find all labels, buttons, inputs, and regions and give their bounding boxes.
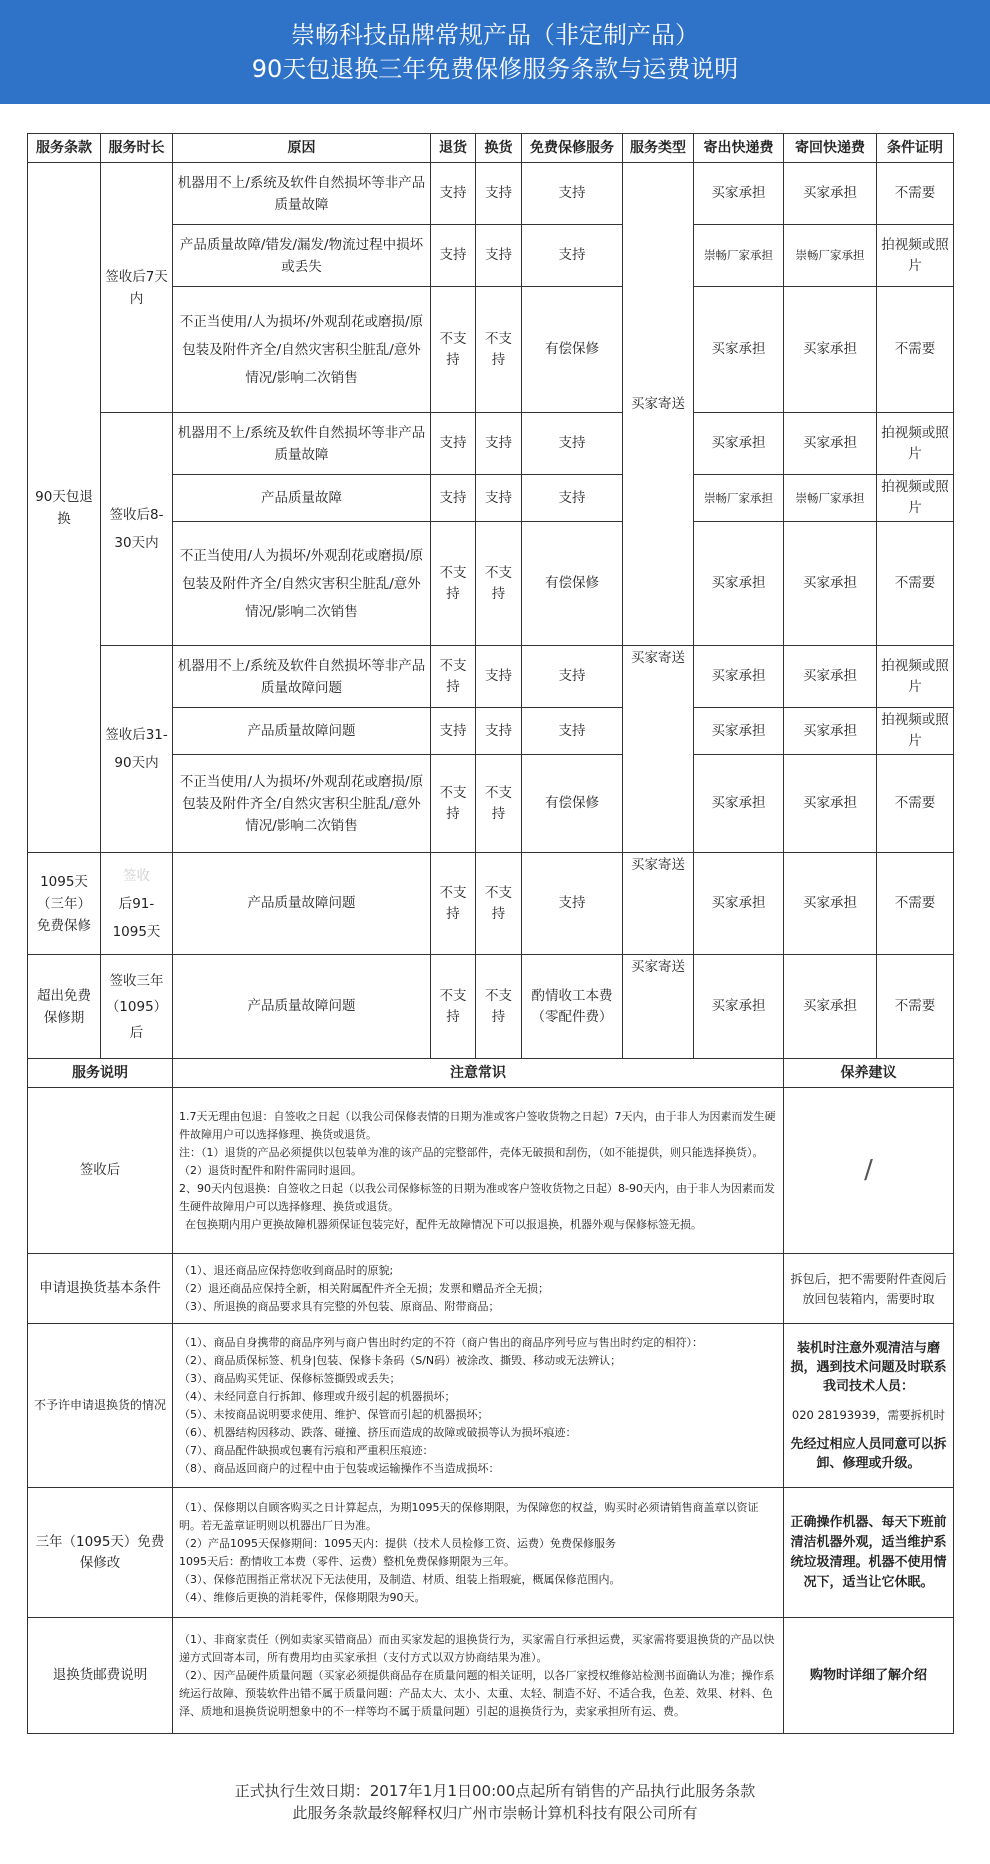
reason-cell: 产品质量故障问题 [173,853,431,955]
exchange-cell: 支持 [476,225,522,287]
note-line: （1）、保修期以自顾客购买之日计算起点，为期1095天的保修期限，为保障您的权益，购买时必须请销售商盖章以资证明。若无盖章证明则以机器出厂日为准。 [179,1500,759,1532]
note-line: （8）、商品返回商户的过程中由于包装或运输操作不当造成损坏： [179,1461,500,1475]
footer-line2: 此服务条款最终解释权归广州市崇畅计算机科技有限公司所有 [292,1804,698,1822]
exchange-cell: 支持 [476,646,522,708]
term-1095day: 1095天（三年）免费保修 [28,853,101,955]
note-line: （4）、维修后更换的消耗零件，保修期限为90天。 [179,1590,426,1604]
proof-cell: 不需要 [877,287,954,413]
header-title-line1: 崇畅科技品牌常规产品（非定制产品） [291,21,699,49]
proof-cell: 拍视频或照片 [877,475,954,522]
notes-advice: 拆包后，把不需要附件查阅后放回包装箱内，需要时取 [784,1254,954,1324]
notes-col-header: 服务说明 [28,1059,173,1088]
note-line: （3）、保修范围指正常状况下无法使用，及制造、材质、组装上指瑕疵，概属保修范围内。 [179,1572,621,1586]
page-header [0,0,990,104]
note-line: （7）、商品配件缺损或包裹有污痕和严重积压痕迹： [179,1443,434,1457]
notes-row [28,1488,954,1618]
shipping-back-cell: 买家承担 [784,646,877,708]
return-cell: 支持 [431,413,476,475]
table-row [28,646,954,708]
return-cell: 不支持 [431,646,476,708]
shipping-back-cell: 买家承担 [784,755,877,853]
free-repair-cell: 支持 [522,225,623,287]
reason-cell: 产品质量故障/错发/漏发/物流过程中损坏或丢失 [173,225,431,287]
proof-cell: 不需要 [877,853,954,955]
duration-91-1095day [101,853,173,955]
return-cell: 不支持 [431,287,476,413]
return-cell: 不支持 [431,955,476,1059]
proof-cell: 拍视频或照片 [877,225,954,287]
shipping-out-cell: 买家承担 [694,163,784,225]
note-line: （4）、未经同意自行拆卸、修理或升级引起的机器损坏； [179,1389,456,1403]
note-line: 1.7天无理由包退：自签收之日起（以我公司保修表情的日期为准或客户签收货物之日起）7天内，由于非人为因素而发生硬件故障用户可以选择修理、换货或退货。 [179,1109,776,1141]
free-repair-cell: 有偿保修 [522,287,623,413]
return-cell: 支持 [431,475,476,522]
shipping-back-cell: 买家承担 [784,287,877,413]
note-line: （2）退还商品应保持全新，相关附属配件齐全无损；发票和赠品齐全无损； [179,1281,549,1295]
col-header: 换货 [476,134,522,163]
notes-label: 三年（1095天）免费保修改 [28,1488,173,1618]
term-90day: 90天包退换 [28,163,101,853]
header-title-line2: 90天包退换三年免费保修服务条款与运费说明 [251,55,739,83]
reason-cell: 产品质量故障问题 [173,708,431,755]
shipping-back-cell: 崇畅厂家承担 [784,225,877,287]
reason-cell: 机器用不上/系统及软件自然损坏等非产品质量故障 [173,163,431,225]
duration-7day: 签收后7天内 [101,163,173,413]
proof-cell: 拍视频或照片 [877,646,954,708]
notes-content [173,1324,784,1488]
shipping-back-cell: 崇畅厂家承担 [784,475,877,522]
duration-31-90day: 签收后31-90天内 [101,646,173,853]
shipping-back-cell: 买家承担 [784,413,877,475]
notes-row [28,1254,954,1324]
shipping-out-cell: 崇畅厂家承担 [694,475,784,522]
col-header: 寄出快递费 [694,134,784,163]
proof-cell: 拍视频或照片 [877,413,954,475]
note-line: （1）、退还商品应保持您收到商品时的原貌; [179,1263,394,1277]
shipping-out-cell: 崇畅厂家承担 [694,225,784,287]
proof-cell: 不需要 [877,755,954,853]
free-repair-cell: 有偿保修 [522,522,623,646]
notes-label: 不予许申请退换货的情况 [28,1324,173,1488]
col-header: 退货 [431,134,476,163]
free-repair-cell: 支持 [522,163,623,225]
free-repair-cell: 支持 [522,475,623,522]
table-row [28,955,954,1059]
exchange-cell: 不支持 [476,955,522,1059]
note-line: 在包换期内用户更换故障机器须保证包装完好，配件无故障情况下可以报退换，机器外观与保修标签无损。 [185,1217,702,1231]
reason-cell: 不正当使用/人为损坏/外观刮花或磨损/原包装及附件齐全/自然灾害积尘脏乱/意外情况/影响二次销售 [173,522,431,646]
exchange-cell: 不支持 [476,755,522,853]
exchange-cell: 不支持 [476,287,522,413]
col-header: 服务条款 [28,134,101,163]
advice-line: 020 28193939，需要拆机时 [791,1407,946,1422]
return-cell: 支持 [431,225,476,287]
notes-content [173,1488,784,1618]
notes-col-header: 注意常识 [173,1059,784,1088]
note-line: 2、90天内包退换：自签收之日起（以我公司保修标签的日期为准或客户签收货物之日起）8-90天内，由于非人为因素而发生硬件故障用户可以选择修理、换货或退货。 [179,1181,775,1213]
duration-over: 签收三年（1095）后 [101,955,173,1059]
note-line: （2）产品1095天保修期间：1095天内：提供（技术人员检修工资、运费）免费保修服务 [179,1536,616,1550]
exchange-cell: 支持 [476,413,522,475]
advice-line: 先经过相应人员同意可以拆卸、修理或升级。 [790,1436,947,1471]
shipping-out-cell: 买家承担 [694,522,784,646]
notes-row [28,1088,954,1254]
page-footer [0,1780,990,1824]
shipping-back-cell: 买家承担 [784,522,877,646]
exchange-cell: 支持 [476,163,522,225]
reason-cell: 产品质量故障 [173,475,431,522]
note-line: （3）、商品购买凭证、保修标签撕毁或丢失； [179,1371,401,1385]
advice-line: 装机时注意外观清洁与磨损，遇到技术问题及时联系我司技术人员： [790,1340,947,1394]
reason-cell: 机器用不上/系统及软件自然损坏等非产品质量故障问题 [173,646,431,708]
duration-part: 后91-1095天 [112,895,161,940]
notes-content [173,1254,784,1324]
service-type-cell: 买家寄送 [623,646,694,853]
duration-part: 签收 [123,867,150,884]
exchange-cell: 不支持 [476,853,522,955]
policy-table-wrapper [27,133,953,1734]
note-line: （1）、商品自身携带的商品序列与商户售出时约定的不符（商户售出的商品序列号应与售出时约定的相符）： [179,1335,703,1349]
shipping-out-cell: 买家承担 [694,708,784,755]
col-header: 原因 [173,134,431,163]
notes-row [28,1618,954,1734]
proof-cell: 不需要 [877,163,954,225]
free-repair-cell: 支持 [522,708,623,755]
notes-label: 签收后 [28,1088,173,1254]
reason-cell: 不正当使用/人为损坏/外观刮花或磨损/原包装及附件齐全/自然灾害积尘脏乱/意外情况/影响二次销售 [173,755,431,853]
note-line: （1）、非商家责任（例如卖家买错商品）而由买家发起的退换货行为，买家需自行承担运费，买家需将要退换货的产品以快递方式回寄本司，所有费用均由买家承担（支付方式以双方协商结果为准）。 [179,1632,775,1664]
reason-cell: 机器用不上/系统及软件自然损坏等非产品质量故障 [173,413,431,475]
note-line: （5）、未按商品说明要求使用、维护、保管而引起的机器损坏； [179,1407,489,1421]
col-header: 服务类型 [623,134,694,163]
shipping-out-cell: 买家承担 [694,287,784,413]
col-header: 寄回快递费 [784,134,877,163]
shipping-out-cell: 买家承担 [694,955,784,1059]
notes-row [28,1324,954,1488]
notes-content [173,1618,784,1734]
free-repair-cell: 有偿保修 [522,755,623,853]
return-cell: 不支持 [431,522,476,646]
free-repair-cell: 支持 [522,413,623,475]
return-cell: 不支持 [431,853,476,955]
proof-cell: 不需要 [877,522,954,646]
note-line: 1095天后：酌情收工本费（零件、运费）整机免费保修期限为三年。 [179,1554,515,1568]
notes-advice [784,1324,954,1488]
col-header: 服务时长 [101,134,173,163]
shipping-out-cell: 买家承担 [694,646,784,708]
table-row [28,163,954,225]
note-line: （2）、商品质保标签、机身|包装、保修卡条码（S/N码）被涂改、撕毁、移动或无法辨认； [179,1353,622,1367]
shipping-out-cell: 买家承担 [694,755,784,853]
shipping-back-cell: 买家承担 [784,163,877,225]
duration-8-30day: 签收后8-30天内 [101,413,173,646]
shipping-back-cell: 买家承担 [784,853,877,955]
notes-label: 退换货邮费说明 [28,1618,173,1734]
table-row [28,413,954,475]
free-repair-cell: 支持 [522,853,623,955]
shipping-back-cell: 买家承担 [784,708,877,755]
table-header-row [28,134,954,163]
notes-content [173,1088,784,1254]
return-cell: 支持 [431,708,476,755]
service-type-cell: 买家寄送 [623,955,694,1059]
col-header: 免费保修服务 [522,134,623,163]
shipping-out-cell: 买家承担 [694,413,784,475]
col-header: 条件证明 [877,134,954,163]
notes-label: 申请退换货基本条件 [28,1254,173,1324]
exchange-cell: 支持 [476,475,522,522]
reason-cell: 不正当使用/人为损坏/外观刮花或磨损/原包装及附件齐全/自然灾害积尘脏乱/意外情况/影响二次销售 [173,287,431,413]
return-cell: 支持 [431,163,476,225]
exchange-cell: 支持 [476,708,522,755]
note-line: 注：（1）退货的产品必须提供以包装单为准的该产品的完整部件，壳体无破损和刮伤，（如不能提供，则只能选择换货）。（2）退货时配件和附件需同时退回。 [179,1145,764,1177]
shipping-out-cell: 买家承担 [694,853,784,955]
notes-advice: 正确操作机器、每天下班前清洁机器外观，适当维护系统垃圾清理。机器不使用情况下，适当让它休眠。 [784,1488,954,1618]
free-repair-cell: 支持 [522,646,623,708]
notes-advice: 购物时详细了解介绍 [784,1618,954,1734]
notes-col-header: 保养建议 [784,1059,954,1088]
proof-cell: 拍视频或照片 [877,708,954,755]
free-repair-cell: 酌情收工本费（零配件费） [522,955,623,1059]
exchange-cell: 不支持 [476,522,522,646]
reason-cell: 产品质量故障问题 [173,955,431,1059]
table-row [28,853,954,955]
term-over: 超出免费保修期 [28,955,101,1059]
shipping-back-cell: 买家承担 [784,955,877,1059]
note-line: （6）、机器结构因移动、跌落、碰撞、挤压而造成的故障或破损等认为损坏痕迹： [179,1425,577,1439]
policy-table [27,133,954,1734]
note-line: （2）、因产品硬件质量问题（买家必须提供商品存在质量问题的相关证明，以各厂家授权维修站检测书面确认为准；操作系统运行故障、预装软件出错不属于质量问题：产品太大、太小、太重、太轻、制造不好、不适合我，色差、效果、材料、色泽、质地和退换货说明想象中的不一样等均不属于质量问题）引起的退换货行为，卖家承担所有运、费。 [179,1668,775,1718]
proof-cell: 不需要 [877,955,954,1059]
footer-line1: 正式执行生效日期：2017年1月1日00:00点起所有销售的产品执行此服务条款 [234,1782,756,1800]
notes-advice: / [784,1088,954,1254]
service-type-cell: 买家寄送 [623,163,694,646]
note-line: （3）、所退换的商品要求具有完整的外包装、原商品、附带商品； [179,1299,500,1313]
service-type-cell: 买家寄送 [623,853,694,955]
return-cell: 不支持 [431,755,476,853]
notes-header-row [28,1059,954,1088]
